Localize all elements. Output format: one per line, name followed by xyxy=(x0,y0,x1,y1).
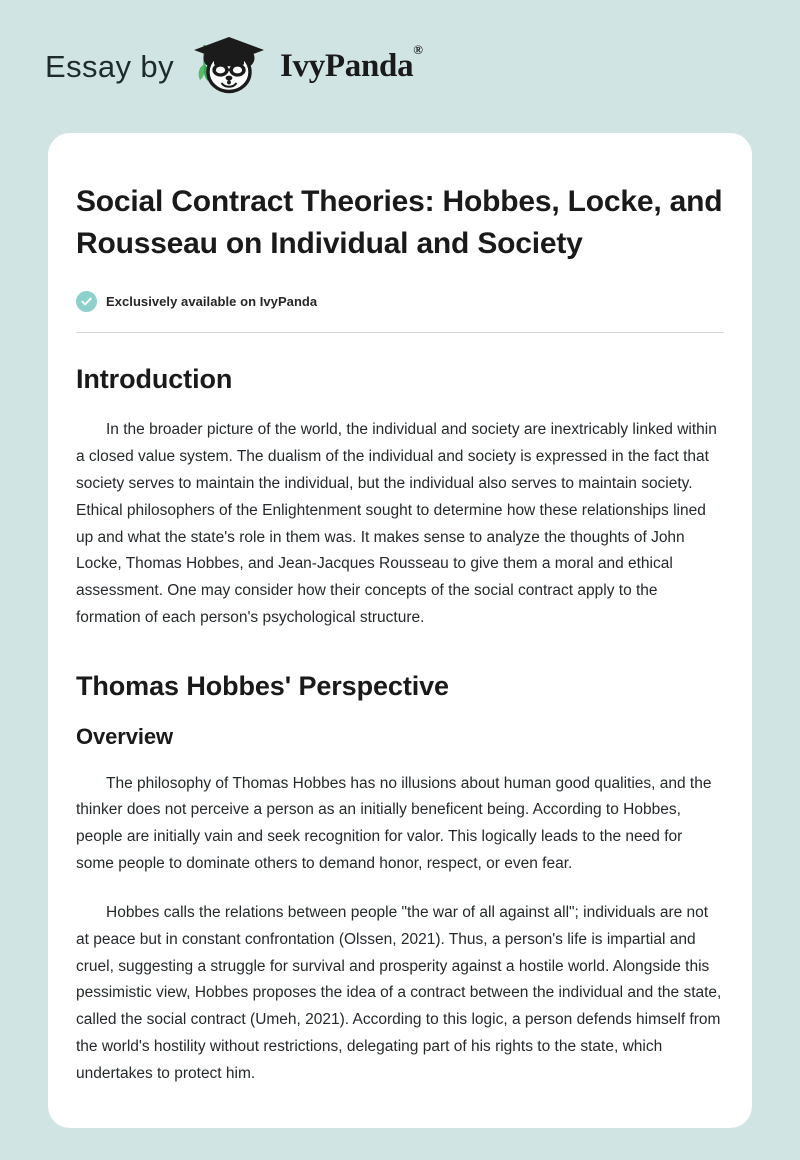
exclusive-availability-label: Exclusively available on IvyPanda xyxy=(106,294,318,309)
site-header xyxy=(0,0,800,133)
section-heading-thomas-hobbes-perspective: Thomas Hobbes' Perspective xyxy=(76,670,449,701)
paragraph: Hobbes calls the relations between people "the war of all against all"; individuals are not at peace but in constant confrontation (Olssen, 2021). Thus, a person's life is impartial and cruel, suggesting a struggle for survival and prosperity against a hostile world. Alongside this pessimistic view, Hobbes proposes the idea of a contract between the individual and the state, called the social contract (Umeh, 2021). According to this logic, a person defends himself from the world's hostility without restrictions, delegating part of his rights to the state, which undertakes to protect him. xyxy=(76,903,722,1082)
page-title: Social Contract Theories: Hobbes, Locke, and Rousseau on Individual and Society xyxy=(76,185,723,260)
exclusive-availability-badge xyxy=(76,291,726,312)
brand-lockup[interactable] xyxy=(45,33,423,100)
check-circle-icon xyxy=(76,291,97,312)
subsection-heading-overview: Overview xyxy=(76,724,174,750)
registered-trademark-symbol: ® xyxy=(413,42,423,58)
ivypanda-wordmark xyxy=(279,42,423,84)
paragraph: The philosophy of Thomas Hobbes has no illusions about human good qualities, and the thinker does not perceive a person as an initially beneficent being. According to Hobbes, people are initially vain and seek recognition for valor. This logically leads to the need for some people to dominate others to demand honor, respect, or even fear. xyxy=(76,774,712,873)
section-heading-introduction: Introduction xyxy=(76,364,233,394)
title-divider xyxy=(76,332,724,333)
essay-card xyxy=(48,133,752,1128)
paragraph: In the broader picture of the world, the individual and society are inextricably linked within a closed value system. The dualism of the individual and society is expressed in the fact that society serves to maintain the individual, but the individual also serves to maintain society. Ethical philosophers of the Enlightenment sought to determine how these relationships lined up and what the state's role in them was. It makes sense to analyze the thoughts of John Locke, Thomas Hobbes, and Jean-Jacques Rousseau to give them a moral and ethical assessment. One may consider how their concepts of the social contract apply to the formation of each person's psychological structure. xyxy=(76,421,717,627)
wordmark-text: IvyPanda xyxy=(279,48,414,84)
panda-graduate-logo-icon xyxy=(188,33,266,100)
essay-by-label: Essay by xyxy=(45,49,174,84)
